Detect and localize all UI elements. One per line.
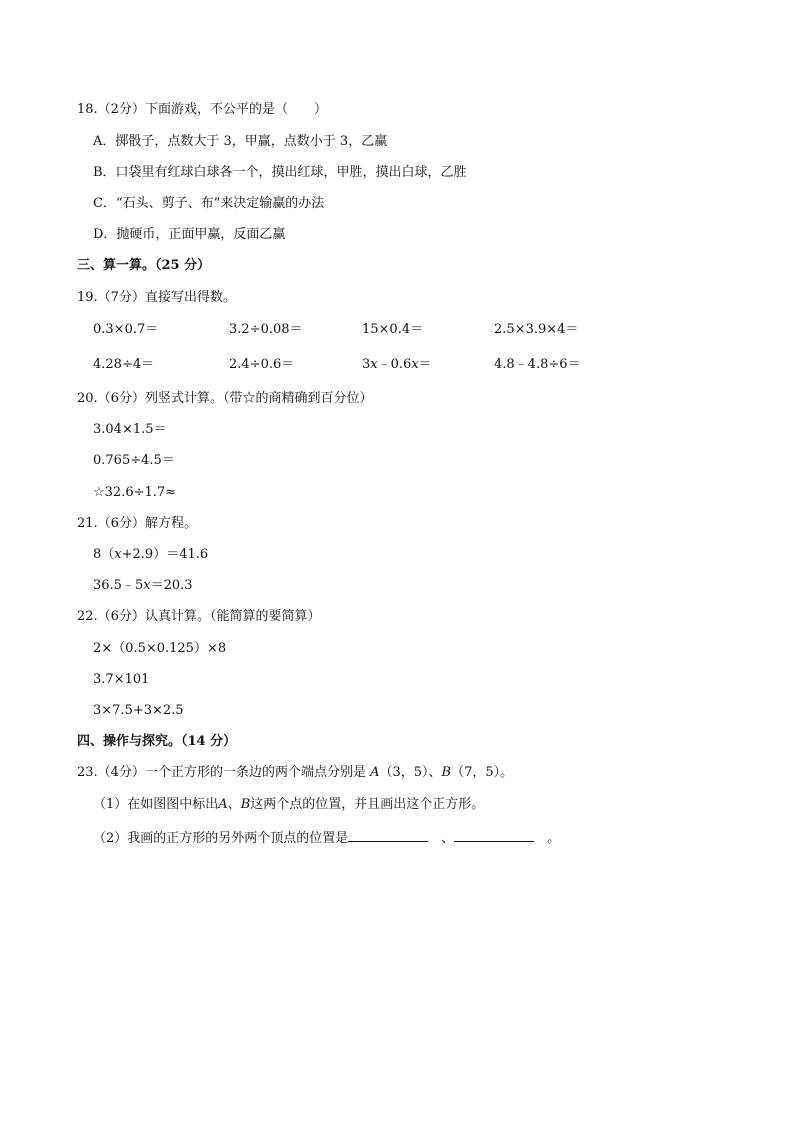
q23-p2-end: 。 — [534, 831, 561, 846]
section-3-heading: 三、算一算。（25 分） — [77, 258, 211, 273]
q21-eq2-variable: x — [143, 578, 151, 593]
q21-equation-1 — [93, 546, 208, 564]
q21-eq1-part-a: 8（ — [93, 547, 115, 562]
q22-item-3: 3×7.5+3×2.5 — [93, 703, 184, 718]
q18-option-c: C．“石头、剪子、布”来决定输赢的办法 — [93, 196, 325, 211]
answer-blank-2[interactable] — [454, 829, 534, 842]
q23-stem-b: （3，5）、 — [379, 765, 442, 780]
q19-r2c3-b: ﹣0.6 — [377, 357, 412, 372]
q23-stem-c: （7，5）。 — [451, 765, 514, 780]
q22-item-1: 2×（0.5×0.125）×8 — [93, 641, 227, 656]
q23-p1-c: 这两个点的位置，并且画出这个正方形。 — [250, 797, 485, 812]
q23-point-a-label: A — [370, 765, 380, 780]
q21-equation-2 — [93, 577, 193, 595]
q23-part-1 — [93, 796, 484, 814]
q23-p1-point-a: A — [218, 797, 228, 812]
q18-option-d: D．抛硬币，正面甲赢，反面乙赢 — [93, 227, 286, 242]
q19-stem: 19.（7分）直接写出得数。 — [77, 290, 236, 305]
q20-item-3: ☆32.6÷1.7≈ — [93, 485, 177, 500]
q21-eq1-part-b: +2.9）＝41.6 — [121, 547, 209, 562]
q19-r2c3-c: ＝ — [418, 357, 432, 372]
q23-p2-a: （2）我画的正方形的另外两个顶点的位置是 — [93, 831, 349, 846]
q20-item-1: 3.04×1.5＝ — [93, 422, 167, 437]
q21-eq1-variable: x — [114, 547, 122, 562]
q19-r2c1: 4.28÷4＝ — [93, 357, 155, 372]
q19-r2c3-x1: x — [370, 357, 378, 372]
q18-stem: 18.（2分）下面游戏，不公平的是（ ） — [77, 102, 327, 117]
q18-option-a: A．掷骰子，点数大于 3，甲赢，点数小于 3，乙赢 — [93, 134, 388, 149]
q19-r2c3-a: 3 — [362, 357, 371, 372]
q18-option-b: B．口袋里有红球白球各一个，摸出红球，甲胜，摸出白球，乙胜 — [93, 165, 467, 180]
q21-eq2-part-b: ＝20.3 — [150, 578, 193, 593]
q23-p1-a: （1）在如图图中标出 — [93, 797, 219, 812]
q21-stem: 21.（6分）解方程。 — [77, 516, 197, 531]
section-4-heading: 四、操作与探究。（14 分） — [77, 734, 237, 749]
q19-r2c4: 4.8﹣4.8÷6＝ — [494, 357, 581, 372]
q23-p1-b: 、 — [227, 797, 241, 812]
q23-stem-a: 23.（4分）一个正方形的一条边的两个端点分别是 — [77, 765, 371, 780]
q19-r2c3-x2: x — [411, 357, 419, 372]
q19-r1c2: 3.2÷0.08＝ — [229, 322, 303, 337]
q23-part-2 — [93, 829, 560, 848]
answer-blank-1[interactable] — [348, 829, 428, 842]
q22-item-2: 3.7×101 — [93, 672, 150, 687]
q19-r2c2: 2.4÷0.6＝ — [229, 357, 295, 372]
q19-r1c3: 15×0.4＝ — [362, 322, 424, 337]
q23-p1-point-b: B — [240, 797, 251, 812]
q23-stem — [77, 764, 513, 782]
q19-r1c1: 0.3×0.7＝ — [93, 322, 159, 337]
q19-r1c4: 2.5×3.9×4＝ — [494, 322, 579, 337]
q20-stem: 20.（6分）列竖式计算。（带☆的商精确到百分位） — [77, 391, 373, 406]
q19-r2c3 — [362, 356, 432, 374]
q21-eq2-part-a: 36.5﹣5 — [93, 578, 144, 593]
q23-p2-separator: 、 — [428, 831, 455, 846]
q23-point-b-label: B — [441, 765, 452, 780]
q20-item-2: 0.765÷4.5＝ — [93, 453, 175, 468]
q22-stem: 22.（6分）认真计算。（能简算的要简算） — [77, 609, 321, 624]
